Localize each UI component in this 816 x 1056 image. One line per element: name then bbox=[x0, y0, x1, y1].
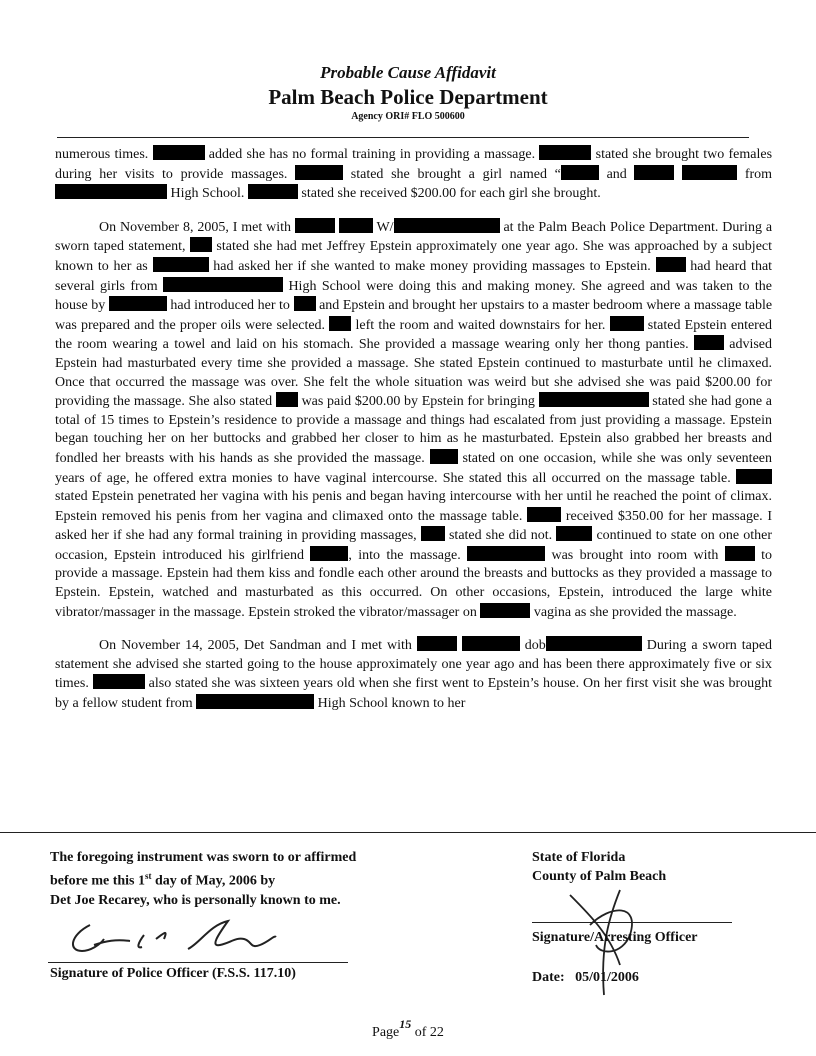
redaction bbox=[546, 636, 642, 651]
redaction bbox=[109, 296, 167, 311]
redaction bbox=[430, 449, 458, 464]
redaction bbox=[656, 257, 686, 272]
redaction bbox=[394, 218, 500, 233]
redaction bbox=[276, 392, 298, 407]
redaction bbox=[153, 145, 205, 160]
redaction bbox=[682, 165, 737, 180]
affidavit-body bbox=[55, 145, 772, 728]
police-sig-line bbox=[48, 962, 348, 963]
paragraph-2: On November 8, 2005, I met with W/ at the Palm Beach Police Department. During a sworn taped statement, stated she had met Jeffrey Epstein approximately one year ago. She was approached by a subject known to her as had asked her if she wanted to make money providing massages to Epstein. had heard that several girls from High School were doing this and making money. She agreed and was taken to the house by had introduced her to and Epstein and brought her upstairs to a master bedroom where a massage table was prepared and the proper oils were selected. left the room and waited downstairs for her. stated Epstein entered the room wearing a towel and laid on his stomach. She provided a massage wearing only her thong panties. advised Epstein had masturbated every time she provided a massage. She stated Epstein continued to masturbate until he climaxed. Once that occurred the massage was over. She felt the whole situation was weird but she advised she was paid $200.00 for providing the massage. She also stated was paid $200.00 by Epstein for bringing stated she had gone a total of 15 times to Epstein’s residence to provide a massage and things had escalated from just providing a massage. Epstein began touching her on her buttocks and grabbed her closer to him as he masturbated. Epstein also grabbed her breasts and fondled her breasts with his hands as she provided the massage. stated on one occasion, while she was only seventeen years of age, he offered extra monies to have vaginal intercourse. She stated this all occurred on the massage table. stated Epstein penetrated her vagina with his penis and began having intercourse with her until he reached the point of climax. Epstein removed his penis from her vagina and climaxed onto the massage table. received $350.00 for her massage. I asked her if she had any formal training in providing massages, stated she did not. continued to state on one other occasion, Epstein introduced his girlfriend , into the massage. was brought into room with to provide a massage. Epstein had them kiss and fondle each other around the breasts and buttocks as they provided a massage to Epstein. Epstein, watched and masturbated as this occurred. On other occasions, Epstein, introduced the large white vibrator/massager in the massage. Epstein stroked the vibrator/massager on vagina as she provided the massage. bbox=[55, 219, 773, 620]
redaction bbox=[539, 145, 591, 160]
redaction bbox=[467, 546, 545, 561]
redaction bbox=[190, 237, 212, 252]
redaction bbox=[294, 296, 316, 311]
department-name: Palm Beach Police Department bbox=[268, 85, 548, 109]
handwritten-page: 15 bbox=[399, 1017, 412, 1031]
date-value: 05/01/2006 bbox=[575, 970, 639, 985]
redaction bbox=[339, 218, 373, 233]
redaction bbox=[421, 526, 445, 541]
redaction bbox=[248, 184, 298, 199]
redaction bbox=[417, 636, 457, 651]
redaction bbox=[556, 526, 592, 541]
arresting-signature-label: Signature/Arresting Officer bbox=[532, 930, 698, 945]
police-signature-label: Signature of Police Officer (F.S.S. 117.10) bbox=[50, 966, 296, 981]
page-number: Page15 of 22 bbox=[372, 1017, 444, 1040]
jurisdiction: State of Florida County of Palm Beach bbox=[532, 850, 667, 884]
paragraph-3: On November 14, 2005, Det Sandman and I met with dob During a sworn taped statement she advised she started going to the house approximately one year ago and has been there approximately five or six times. also stated she was sixteen years old when she first went to Epstein’s house. On her first visit she was brought by a fellow student from High School known to her bbox=[55, 638, 773, 712]
redaction bbox=[725, 546, 755, 561]
redaction bbox=[310, 546, 348, 561]
arresting-sig-line bbox=[532, 922, 732, 923]
redaction bbox=[196, 694, 314, 709]
redaction bbox=[329, 316, 351, 331]
signature-date: Date: 05/01/2006 bbox=[532, 970, 639, 985]
redaction bbox=[480, 603, 530, 618]
affidavit-header bbox=[0, 62, 816, 124]
redaction bbox=[93, 674, 145, 689]
redaction bbox=[462, 636, 520, 651]
redaction bbox=[610, 316, 644, 331]
redaction bbox=[527, 507, 561, 522]
redaction bbox=[694, 335, 724, 350]
redaction bbox=[295, 218, 335, 233]
redaction bbox=[736, 469, 772, 484]
redaction bbox=[539, 392, 649, 407]
document-title: Probable Cause Affidavit bbox=[320, 63, 496, 82]
agency-ori: Agency ORI# FLO 500600 bbox=[351, 111, 465, 122]
redaction bbox=[634, 165, 674, 180]
footer-divider bbox=[0, 832, 816, 833]
paragraph-1: numerous times. added she has no formal training in providing a massage. stated she brought two females during her visits to provide massages. stated she brought a girl named “ and from High School. stated she received $200.00 for each girl she brought. bbox=[55, 147, 773, 202]
redaction bbox=[163, 277, 283, 292]
sworn-statement: The foregoing instrument was sworn to or affirmed before me this 1st day of May, 2006 by Det Joe Recarey, who is personally known to me. bbox=[50, 850, 357, 908]
header-divider bbox=[57, 137, 749, 138]
redaction bbox=[561, 165, 599, 180]
police-officer-signature bbox=[60, 915, 300, 961]
redaction bbox=[55, 184, 167, 199]
redaction bbox=[153, 257, 209, 272]
redaction bbox=[295, 165, 343, 180]
